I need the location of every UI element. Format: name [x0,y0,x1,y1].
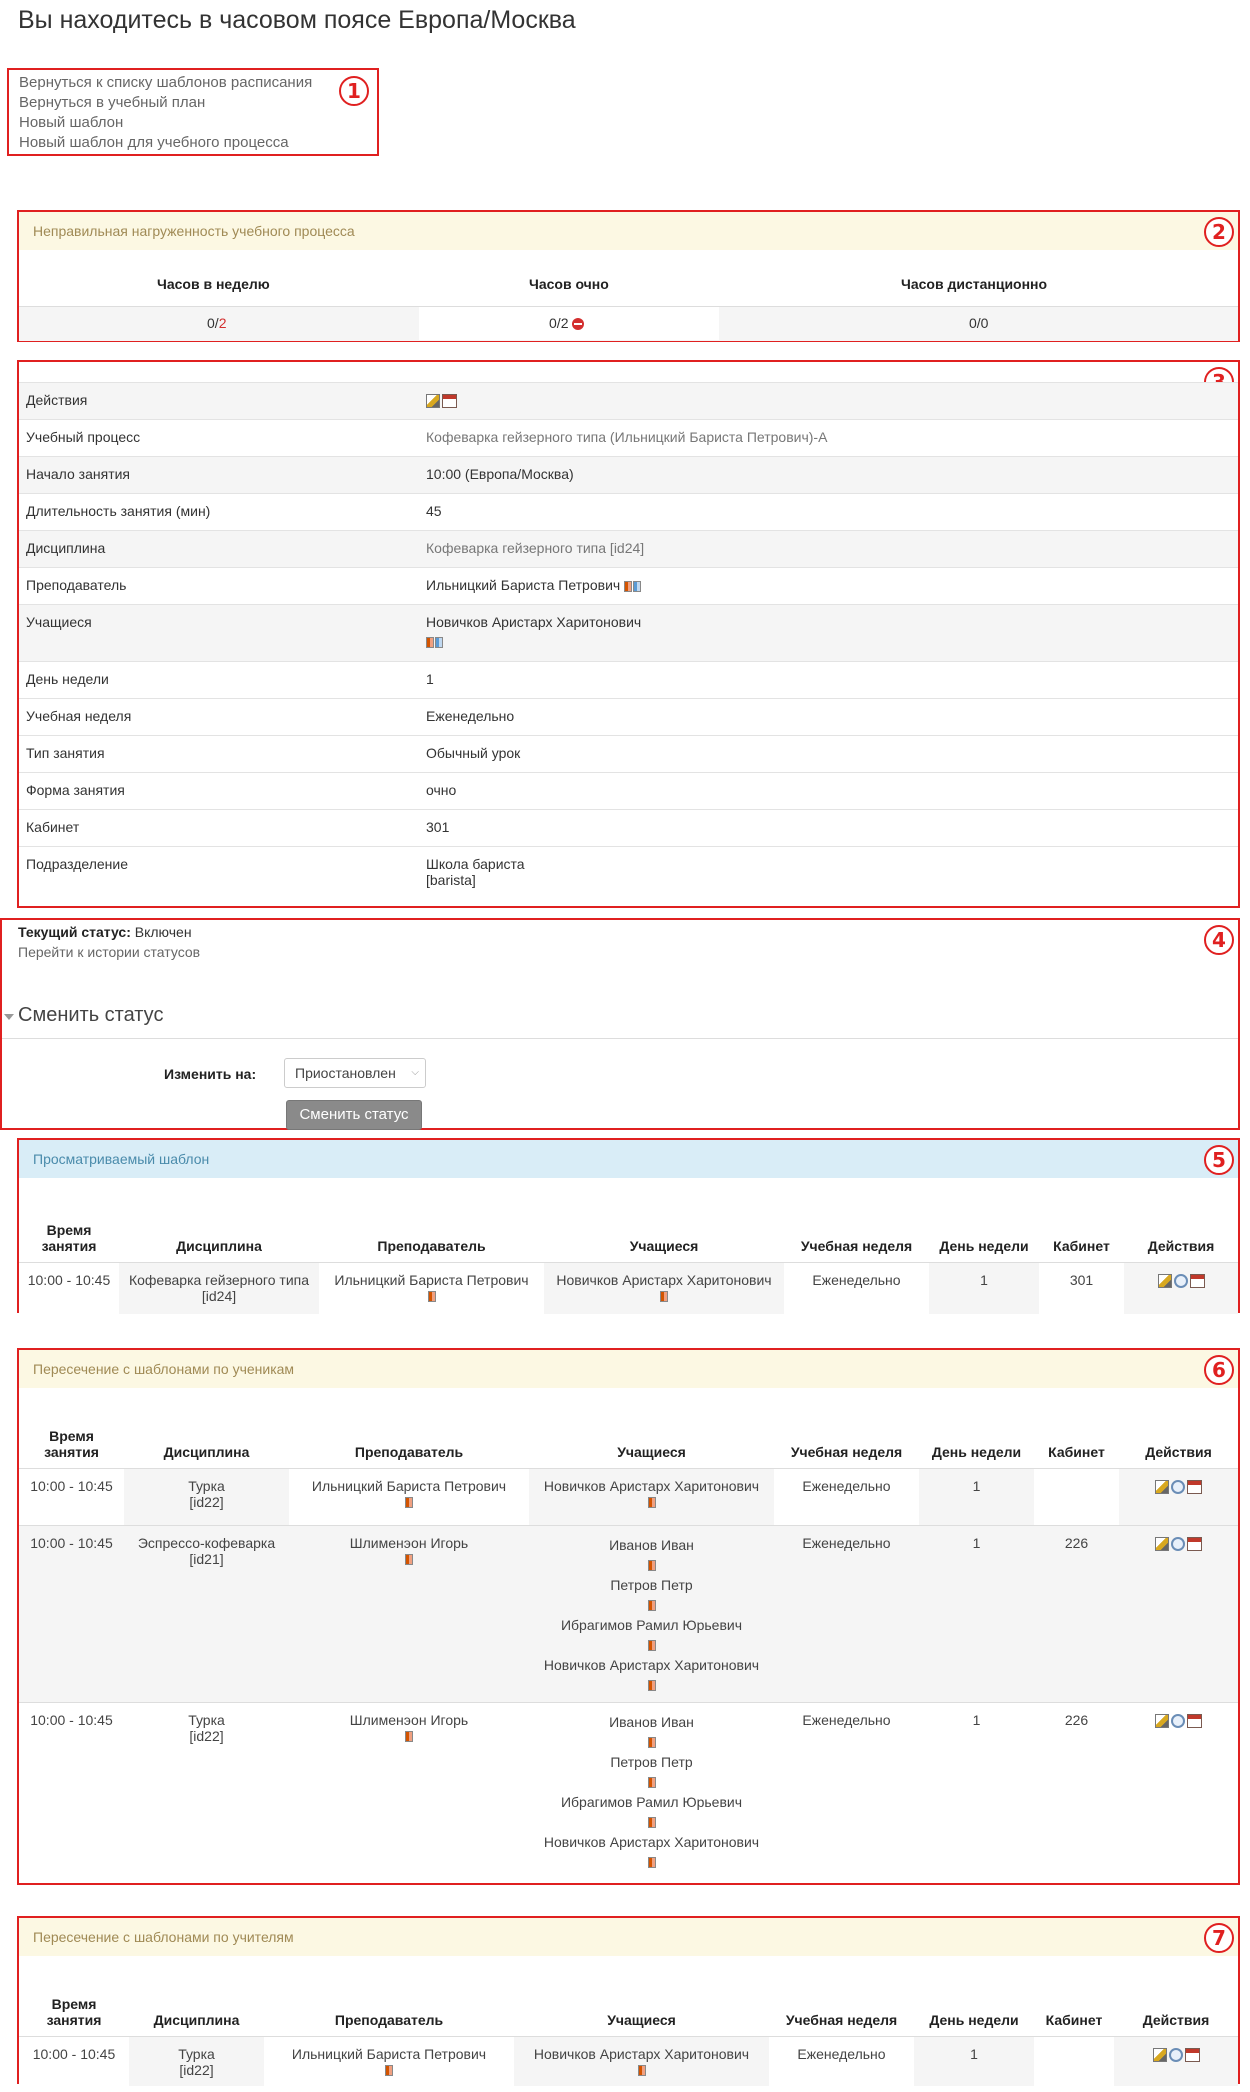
flag-icon[interactable] [660,1291,668,1302]
change-to-label: Изменить на: [164,1066,257,1082]
view-icon[interactable] [1169,2048,1183,2062]
details-box [17,360,1240,908]
badge-5: 5 [1204,1145,1234,1175]
col-room: Кабинет [1045,2011,1103,2028]
flag-icon[interactable] [405,1554,413,1565]
by-students-table [19,1412,1238,1879]
badge-6: 6 [1204,1355,1234,1385]
table-row: 10:00 - 10:45 Эспрессо-кофеварка [id21] Шлименэон Игорь Иванов Иван Петров Петр Ибрагимов Рамил Юрьевич Новичков Аристарх Харитонович Еженедельно 1 226 [19,1525,1238,1702]
flag-icon[interactable] [435,637,443,648]
col-actions: Действия [1147,1237,1215,1254]
status-select[interactable]: Приостановлен ⌵ [284,1058,426,1088]
by-students-title: Пересечение с шаблонами по ученикам [19,1350,1238,1388]
page-title: Вы находитесь в часовом поясе Европа/Москва [18,6,576,34]
detail-value: Обычный урок [419,736,1238,773]
table-row: 10:00 - 10:45 Кофеварка гейзерного типа [id24] Ильницкий Бариста Петрович Новичков Аристарх Харитонович Еженедельно 1 301 [19,1262,1238,1314]
detail-label: Тип занятия [19,736,419,773]
status-history-link[interactable]: Перейти к истории статусов [18,944,201,960]
by-teachers-table [19,1980,1238,2086]
current-status-value: Включен [134,924,192,940]
flag-icon[interactable] [426,637,434,648]
detail-label: Подразделение [19,847,419,904]
viewed-template-table [19,1202,1238,1314]
view-icon[interactable] [1171,1480,1185,1494]
calendar-icon[interactable] [1190,1274,1205,1288]
detail-label: Учебный процесс [19,420,419,457]
badge-7: 7 [1204,1923,1234,1953]
detail-label: Действия [19,383,419,420]
edit-icon[interactable] [1155,1714,1169,1728]
col-week: Учебная неделя [785,2011,898,2028]
chevron-down-icon: ⌵ [411,1067,419,1078]
table-row: 10:00 - 10:45 Турка [id22] Ильницкий Бариста Петрович Новичков Аристарх Харитонович Еженедельно 1 [19,1468,1238,1525]
new-process-template-link[interactable]: Новый шаблон для учебного процесса [19,134,289,151]
detail-label: Кабинет [19,810,419,847]
viewed-template-title: Просматриваемый шаблон [19,1140,1238,1178]
calendar-icon[interactable] [442,394,457,408]
flag-icon[interactable] [385,2065,393,2076]
edit-icon[interactable] [1155,1537,1169,1551]
back-to-templates-link[interactable]: Вернуться к списку шаблонов расписания [19,74,313,91]
detail-label: Начало занятия [19,457,419,494]
col-teacher: Преподаватель [377,1237,486,1254]
col-time: Время занятия [46,1995,102,2028]
viewed-template-box [17,1138,1240,1313]
calendar-icon[interactable] [1187,1480,1202,1494]
calendar-icon[interactable] [1185,2048,1200,2062]
col-day: День недели [939,1237,1029,1254]
hours-remote-value: 0/0 [969,315,989,331]
edit-icon[interactable] [426,394,440,408]
flag-icon[interactable] [648,1857,656,1868]
flag-icon[interactable] [633,581,641,592]
col-students: Учащиеся [607,2011,676,2028]
detail-value: очно [419,773,1238,810]
table-row: 10:00 - 10:45 Турка [id22] Шлименэон Игорь Иванов Иван Петров Петр Ибрагимов Рамил Юрьевич Новичков Аристарх Харитонович Еженедельно 1 226 [19,1702,1238,1879]
flag-icon[interactable] [648,1737,656,1748]
detail-department: Школа бариста [barista] [419,847,1238,904]
hours-full-value: 0/2 [549,315,584,331]
col-day: День недели [931,1443,1022,1460]
flag-icon[interactable] [648,1680,656,1691]
col-students: Учащиеся [629,1237,699,1254]
details-table [19,382,1238,904]
change-status-button[interactable]: Сменить статус [286,1100,422,1130]
col-students: Учащиеся [617,1443,686,1460]
flag-icon[interactable] [648,1817,656,1828]
col-room: Кабинет [1053,1237,1110,1254]
flag-icon[interactable] [648,1497,656,1508]
detail-label: Учащиеся [19,605,419,662]
flag-icon[interactable] [638,2065,646,2076]
detail-teacher: Ильницкий Бариста Петрович [419,568,1238,605]
col-day: День недели [929,2011,1019,2028]
detail-label: Дисциплина [19,531,419,568]
back-to-plan-link[interactable]: Вернуться в учебный план [19,94,206,111]
detail-students: Новичков Аристарх Харитонович [419,605,1238,662]
load-box [17,210,1240,342]
detail-label: День недели [19,662,419,699]
flag-icon[interactable] [648,1560,656,1571]
flag-icon[interactable] [648,1600,656,1611]
edit-icon[interactable] [1155,1480,1169,1494]
badge-2: 2 [1204,217,1234,247]
badge-1: 1 [339,76,369,106]
flag-icon[interactable] [405,1497,413,1508]
col-teacher: Преподаватель [334,2011,444,2028]
discipline-link[interactable]: Кофеварка гейзерного типа [id24] [419,531,1238,568]
flag-icon[interactable] [648,1640,656,1651]
hours-full-header: Часов очно [529,276,609,292]
change-status-heading[interactable]: Сменить статус [18,1004,164,1026]
table-row: 10:00 - 10:45 Турка [id22] Ильницкий Бариста Петрович Новичков Аристарх Харитонович Еженедельно 1 [19,2036,1238,2086]
edit-icon[interactable] [1153,2048,1167,2062]
detail-label: Учебная неделя [19,699,419,736]
edit-icon[interactable] [1158,1274,1172,1288]
col-discipline: Дисциплина [176,1237,262,1254]
status-box [0,918,1240,1130]
current-status-label: Текущий статус: [18,924,131,940]
hours-remote-header: Часов дистанционно [901,276,1048,292]
col-time: Время занятия [44,1427,99,1460]
detail-label: Преподаватель [19,568,419,605]
flag-icon[interactable] [405,1731,413,1742]
detail-value: 301 [419,810,1238,847]
detail-value: 10:00 (Европа/Москва) [419,457,1238,494]
flag-icon[interactable] [648,1777,656,1788]
col-discipline: Дисциплина [163,1443,250,1460]
by-teachers-box [17,1916,1240,2084]
by-teachers-title: Пересечение с шаблонами по учителям [19,1918,1238,1956]
detail-actions [419,383,1238,420]
calendar-icon[interactable] [1187,1714,1202,1728]
col-discipline: Дисциплина [153,2011,240,2028]
new-template-link[interactable]: Новый шаблон [19,114,124,131]
process-link[interactable]: Кофеварка гейзерного типа (Ильницкий Бариста Петрович)-А [419,420,1238,457]
flag-icon[interactable] [428,1291,436,1302]
col-teacher: Преподаватель [354,1443,464,1460]
collapse-triangle-icon[interactable] [4,1014,14,1020]
view-icon[interactable] [1171,1714,1185,1728]
flag-icon[interactable] [624,581,632,592]
view-icon[interactable] [1171,1537,1185,1551]
by-students-box [17,1348,1240,1885]
col-actions: Действия [1145,1443,1212,1460]
badge-4: 4 [1204,925,1234,955]
view-icon[interactable] [1174,1274,1188,1288]
detail-value: 45 [419,494,1238,531]
calendar-icon[interactable] [1187,1537,1202,1551]
detail-label: Длительность занятия (мин) [19,494,419,531]
nav-links-box [7,68,379,156]
detail-value: Еженедельно [419,699,1238,736]
col-actions: Действия [1142,2011,1210,2028]
col-week: Учебная неделя [800,1237,913,1254]
col-week: Учебная неделя [790,1443,903,1460]
hours-week-header: Часов в неделю [157,276,270,292]
hours-week-value: 0/2 [207,315,227,331]
col-room: Кабинет [1048,1443,1105,1460]
detail-label: Форма занятия [19,773,419,810]
col-time: Время занятия [41,1221,97,1254]
load-title: Неправильная нагруженность учебного процесса [19,212,1238,250]
detail-value: 1 [419,662,1238,699]
error-icon [572,318,584,330]
